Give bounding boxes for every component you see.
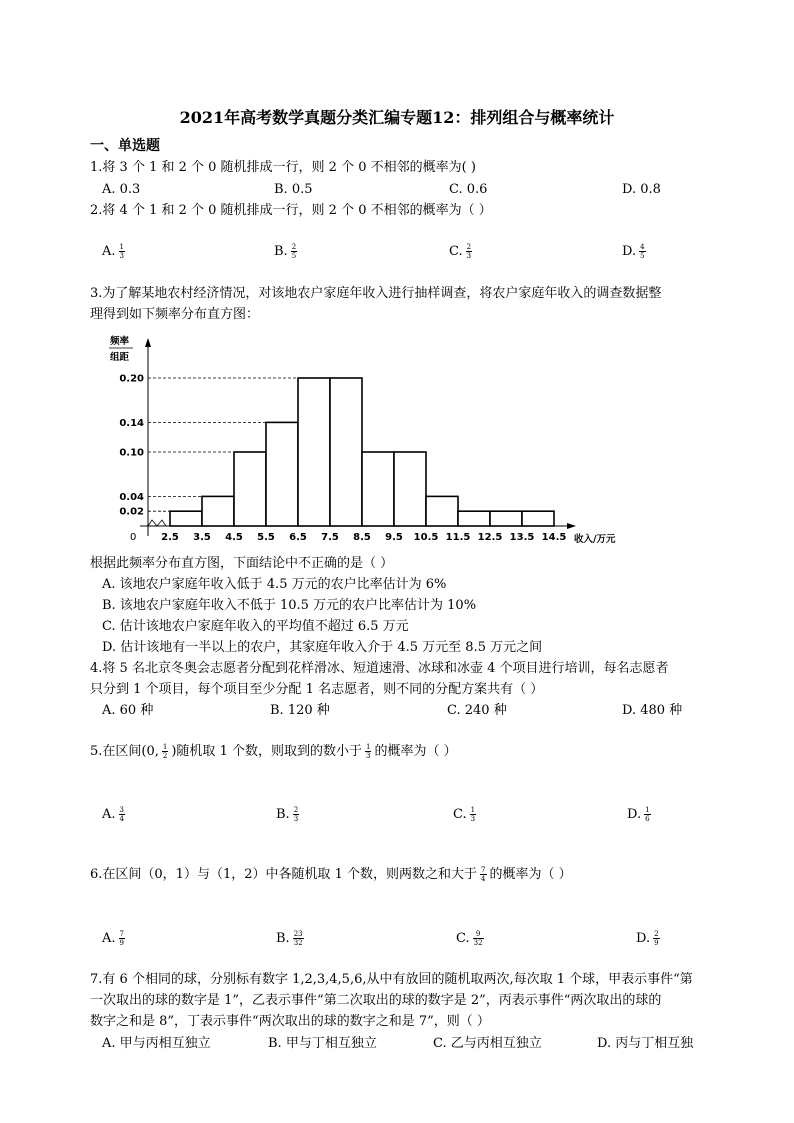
question-2-stem: 2.将 4 个 1 和 2 个 0 随机排成一行，则 2 个 0 不相邻的概率为（ ） — [90, 203, 492, 218]
histogram-bar-5 — [330, 378, 362, 526]
question-4-option-d: D. 480 种 — [622, 703, 683, 718]
axis-break-mark — [148, 520, 166, 526]
y-tick-label: 0.20 — [119, 373, 144, 385]
question-5-option-b: B. $\frac{2}{3}$ — [276, 806, 299, 823]
question-3-option-b: B. 该地农户家庭年收入不低于 10.5 万元的农户比率估计为 10% — [102, 598, 477, 613]
x-tick-label: 13.5 — [509, 532, 535, 543]
question-4-option-c: C. 240 种 — [447, 703, 507, 718]
histogram-bar-8 — [426, 496, 458, 526]
question-7-stem-line2: 一次取出的球的数字是 1”，乙表示事件“第二次取出的球的数字是 2”，丙表示事件“两次取出的球的 — [90, 993, 662, 1008]
question-2-option-a: A. $\frac{1}{3}$ — [102, 243, 124, 260]
question-4-option-b: B. 120 种 — [270, 703, 330, 718]
y-tick-labels — [119, 374, 144, 518]
y-tick-label: 0.02 — [119, 506, 144, 518]
question-5-option-c: C. $\frac{1}{3}$ — [453, 806, 476, 823]
question-1-option-b: B. 0.5 — [274, 182, 313, 197]
histogram-bar-4 — [298, 378, 330, 526]
x-tick-label: 4.5 — [225, 532, 243, 543]
question-1-option-a: A. 0.3 — [102, 182, 141, 197]
question-3-stem-line2: 理得到如下频率分布直方图： — [90, 307, 260, 322]
histogram-bar-7 — [394, 452, 426, 526]
question-3-stem-line1: 3.为了解某地农村经济情况，对该地农户家庭年收入进行抽样调查，将农户家庭年收入的调查数据整 — [90, 286, 662, 301]
y-tick-label: 0.14 — [119, 417, 144, 429]
y-axis-label-bottom: 组距 — [110, 352, 130, 363]
x-tick-label: 10.5 — [413, 532, 439, 543]
question-3-option-d: D. 估计该地有一半以上的农户，其家庭年收入介于 4.5 万元至 8.5 万元之间 — [102, 640, 543, 655]
question-6-option-b: B. $\frac{23}{32}$ — [276, 930, 303, 947]
question-1-option-c: C. 0.6 — [449, 182, 488, 197]
histogram-bar-10 — [490, 511, 522, 526]
question-2-option-c: C. $\frac{2}{3}$ — [449, 243, 472, 260]
histogram-bar-11 — [522, 511, 554, 526]
x-tick-label: 2.5 — [161, 532, 179, 543]
histogram-bar-9 — [458, 511, 490, 526]
x-tick-label: 9.5 — [385, 532, 403, 543]
question-6-option-d: D. $\frac{2}{9}$ — [636, 930, 659, 947]
question-7-option-d: D. 丙与丁相互独 — [597, 1036, 694, 1051]
y-axis-arrow — [145, 338, 151, 347]
origin-label: 0 — [130, 532, 137, 543]
y-tick-label: 0.04 — [119, 491, 144, 503]
histogram-chart — [100, 328, 630, 552]
question-5-option-d: D. $\frac{1}{6}$ — [627, 806, 650, 823]
y-tick-label: 0.10 — [119, 447, 144, 459]
question-6-option-a: A. $\frac{7}{9}$ — [102, 930, 124, 947]
x-tick-labels — [161, 532, 566, 543]
x-tick-label: 3.5 — [193, 532, 211, 543]
section-heading: 一、单选题 — [90, 138, 160, 154]
question-7-option-b: B. 甲与丁相互独立 — [268, 1036, 377, 1051]
x-axis-label: 收入/万元 — [574, 534, 616, 545]
histogram-bar-2 — [234, 452, 266, 526]
question-2-option-d: D. $\frac{4}{5}$ — [622, 243, 645, 260]
histogram-bars — [170, 378, 554, 526]
question-1-option-d: D. 0.8 — [622, 182, 661, 197]
question-4-stem-line2: 只分到 1 个项目，每个项目至少分配 1 名志愿者，则不同的分配方案共有（ ） — [90, 682, 544, 697]
question-4-stem-line1: 4.将 5 名北京冬奥会志愿者分配到花样滑冰、短道速滑、冰球和冰壶 4 个项目进行培训，每名志愿者 — [90, 661, 669, 676]
question-5-option-a: A. $\frac{3}{4}$ — [102, 806, 124, 823]
question-3-option-a: A. 该地农户家庭年收入低于 4.5 万元的农户比率估计为 6% — [102, 577, 447, 592]
question-6-stem: 6.在区间（0，1）与（1，2）中各随机取 1 个数，则两数之和大于 $\frac{7}{4}$ 的概率为（ ） — [90, 866, 572, 883]
histogram-bar-3 — [266, 422, 298, 526]
x-axis-arrow — [567, 523, 576, 529]
x-tick-label: 7.5 — [321, 532, 339, 543]
question-4-option-a: A. 60 种 — [102, 703, 154, 718]
question-7-stem-line3: 数字之和是 8”，丁表示事件“两次取出的球的数字之和是 7”，则（ ） — [90, 1014, 490, 1029]
question-2-option-b: B. $\frac{2}{5}$ — [274, 243, 297, 260]
question-7-stem-line1: 7.有 6 个相同的球，分别标有数字 1,2,3,4,5,6,从中有放回的随机取两次,每次取 1 个球，甲表示事件“第 — [90, 972, 693, 987]
histogram-bar-0 — [170, 511, 202, 526]
histogram-bar-1 — [202, 496, 234, 526]
histogram-bar-6 — [362, 452, 394, 526]
question-7-option-c: C. 乙与丙相互独立 — [433, 1036, 542, 1051]
x-tick-label: 11.5 — [445, 532, 471, 543]
x-tick-label: 14.5 — [541, 532, 567, 543]
question-3-prompt: 根据此频率分布直方图，下面结论中不正确的是（ ） — [90, 556, 394, 571]
question-3-option-c: C. 估计该地农户家庭年收入的平均值不超过 6.5 万元 — [102, 619, 409, 634]
y-axis-label-top: 频率 — [110, 336, 130, 347]
x-tick-label: 12.5 — [477, 532, 503, 543]
question-1-stem: 1.将 3 个 1 和 2 个 0 随机排成一行，则 2 个 0 不相邻的概率为( ) — [90, 160, 476, 175]
question-5-stem: 5.在区间(0, $\frac{1}{2}$ )随机取 1 个数，则取到的数小于 $\frac{1}{3}$ 的概率为（ ） — [90, 743, 457, 760]
question-7-option-a: A. 甲与丙相互独立 — [102, 1036, 211, 1051]
x-tick-label: 6.5 — [289, 532, 307, 543]
x-tick-label: 8.5 — [353, 532, 371, 543]
x-tick-label: 5.5 — [257, 532, 275, 543]
page-title: 2021年高考数学真题分类汇编专题12：排列组合与概率统计 — [179, 108, 615, 127]
question-6-option-c: C. $\frac{9}{32}$ — [456, 930, 483, 947]
